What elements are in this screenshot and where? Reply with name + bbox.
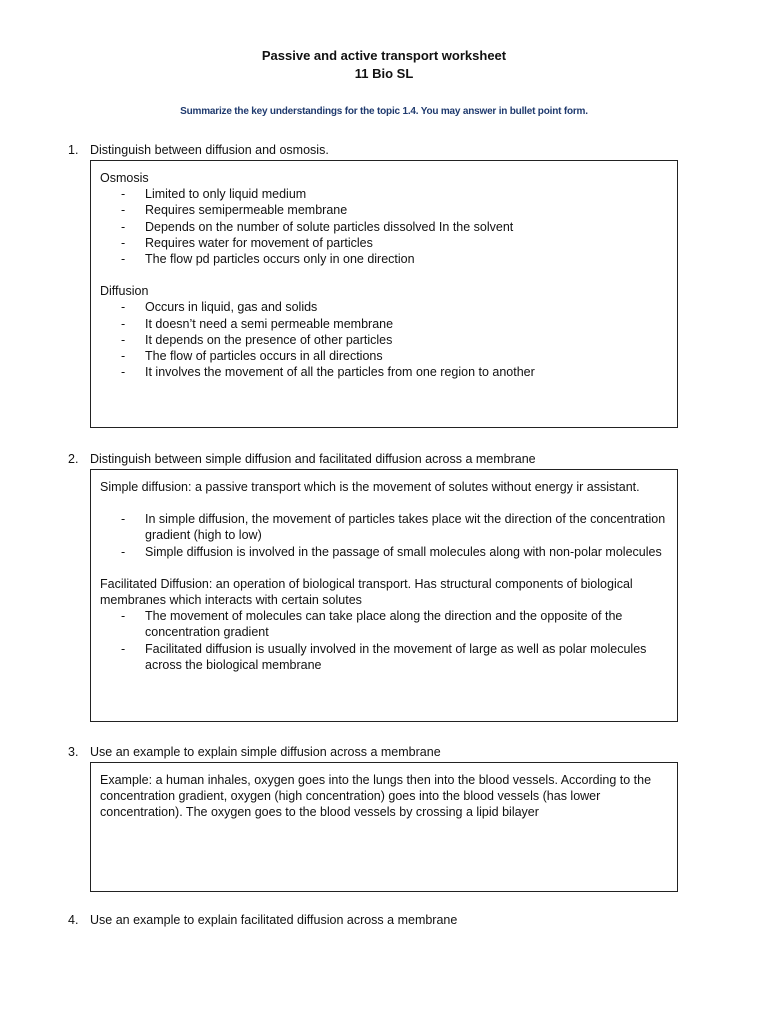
bullet-dash: -: [121, 365, 126, 380]
answer-box-1[interactable]: [90, 160, 678, 428]
question-1: [68, 142, 329, 158]
question-3-number: 3.: [68, 745, 79, 759]
bullet-dash: -: [121, 219, 126, 234]
facilitated-diffusion-list: [100, 608, 668, 673]
simple-diffusion-intro: Simple diffusion: a passive transport which is the movement of solutes without energy ir assistant.: [100, 480, 640, 494]
question-2-text: Distinguish between simple diffusion and facilitated diffusion across a membrane: [90, 452, 536, 466]
question-4: [68, 912, 457, 928]
answer-box-2[interactable]: [90, 469, 678, 722]
list-item: - Limited to only liquid medium: [121, 187, 307, 202]
answer-box-3[interactable]: [90, 762, 678, 892]
bullet-dash: -: [121, 332, 126, 347]
question-1-text: Distinguish between diffusion and osmosis.: [90, 143, 329, 157]
list-item: - Facilitated diffusion is usually involved in the movement of large as well as polar molecules across the biological membrane: [121, 641, 647, 672]
list-item: - Occurs in liquid, gas and solids: [121, 300, 318, 315]
worksheet-subtitle: 11 Bio SL: [354, 66, 414, 81]
question-3: [68, 744, 441, 760]
question-4-number: 4.: [68, 913, 79, 927]
list-item: - Depends on the number of solute particles dissolved In the solvent: [121, 219, 514, 234]
question-3-text: Use an example to explain simple diffusion across a membrane: [90, 745, 441, 759]
bullet-dash: -: [121, 203, 126, 218]
list-item: - Requires water for movement of particles: [121, 235, 373, 250]
bullet-dash: -: [121, 641, 126, 656]
question-4-text: Use an example to explain facilitated diffusion across a membrane: [90, 913, 458, 927]
bullet-dash: -: [121, 316, 126, 331]
bullet-dash: -: [121, 300, 126, 315]
worksheet-title: Passive and active transport worksheet: [261, 48, 507, 63]
list-item: - The flow pd particles occurs only in one direction: [121, 252, 415, 267]
diffusion-list: [100, 299, 668, 380]
list-item: - The flow of particles occurs in all directions: [121, 349, 383, 364]
bullet-dash: -: [121, 609, 126, 624]
list-item: - In simple diffusion, the movement of particles takes place wit the direction of the concentration gradient (high to low): [121, 512, 666, 543]
question-2: [68, 451, 536, 467]
simple-diffusion-list: [100, 511, 668, 560]
bullet-dash: -: [121, 512, 126, 527]
bullet-dash: -: [121, 349, 126, 364]
diffusion-heading: Diffusion: [100, 284, 149, 299]
list-item: - Requires semipermeable membrane: [121, 203, 348, 218]
osmosis-list: [100, 186, 668, 267]
list-item: - Simple diffusion is involved in the passage of small molecules along with non-polar molecules: [121, 544, 662, 559]
bullet-dash: -: [121, 235, 126, 250]
osmosis-heading: Osmosis: [100, 171, 149, 185]
bullet-dash: -: [121, 187, 126, 202]
list-item: - The movement of molecules can take place along the direction and the opposite of the concentration gradient: [121, 609, 623, 640]
bullet-dash: -: [121, 544, 126, 559]
facilitated-diffusion-intro: Facilitated Diffusion: an operation of biological transport. Has structural components of biological membranes which interacts with certain solutes: [100, 576, 633, 608]
list-item: - It depends on the presence of other particles: [121, 332, 393, 347]
example-answer-text: Example: a human inhales, oxygen goes into the lungs then into the blood vessels. According to the concentration gradient, oxygen (high concentration) goes into the blood vessels (has lower concentration). The oxygen goes to the blood vessels by crossing a lipid bilayer: [100, 773, 652, 820]
worksheet-instruction: Summarize the key understandings for the topic 1.4. You may answer in bullet point form.: [180, 106, 588, 117]
question-2-number: 2.: [68, 452, 79, 466]
bullet-dash: -: [121, 252, 126, 267]
list-item: - It doesn’t need a semi permeable membrane: [121, 316, 394, 331]
question-1-number: 1.: [68, 143, 79, 157]
list-item: - It involves the movement of all the particles from one region to another: [121, 365, 535, 380]
